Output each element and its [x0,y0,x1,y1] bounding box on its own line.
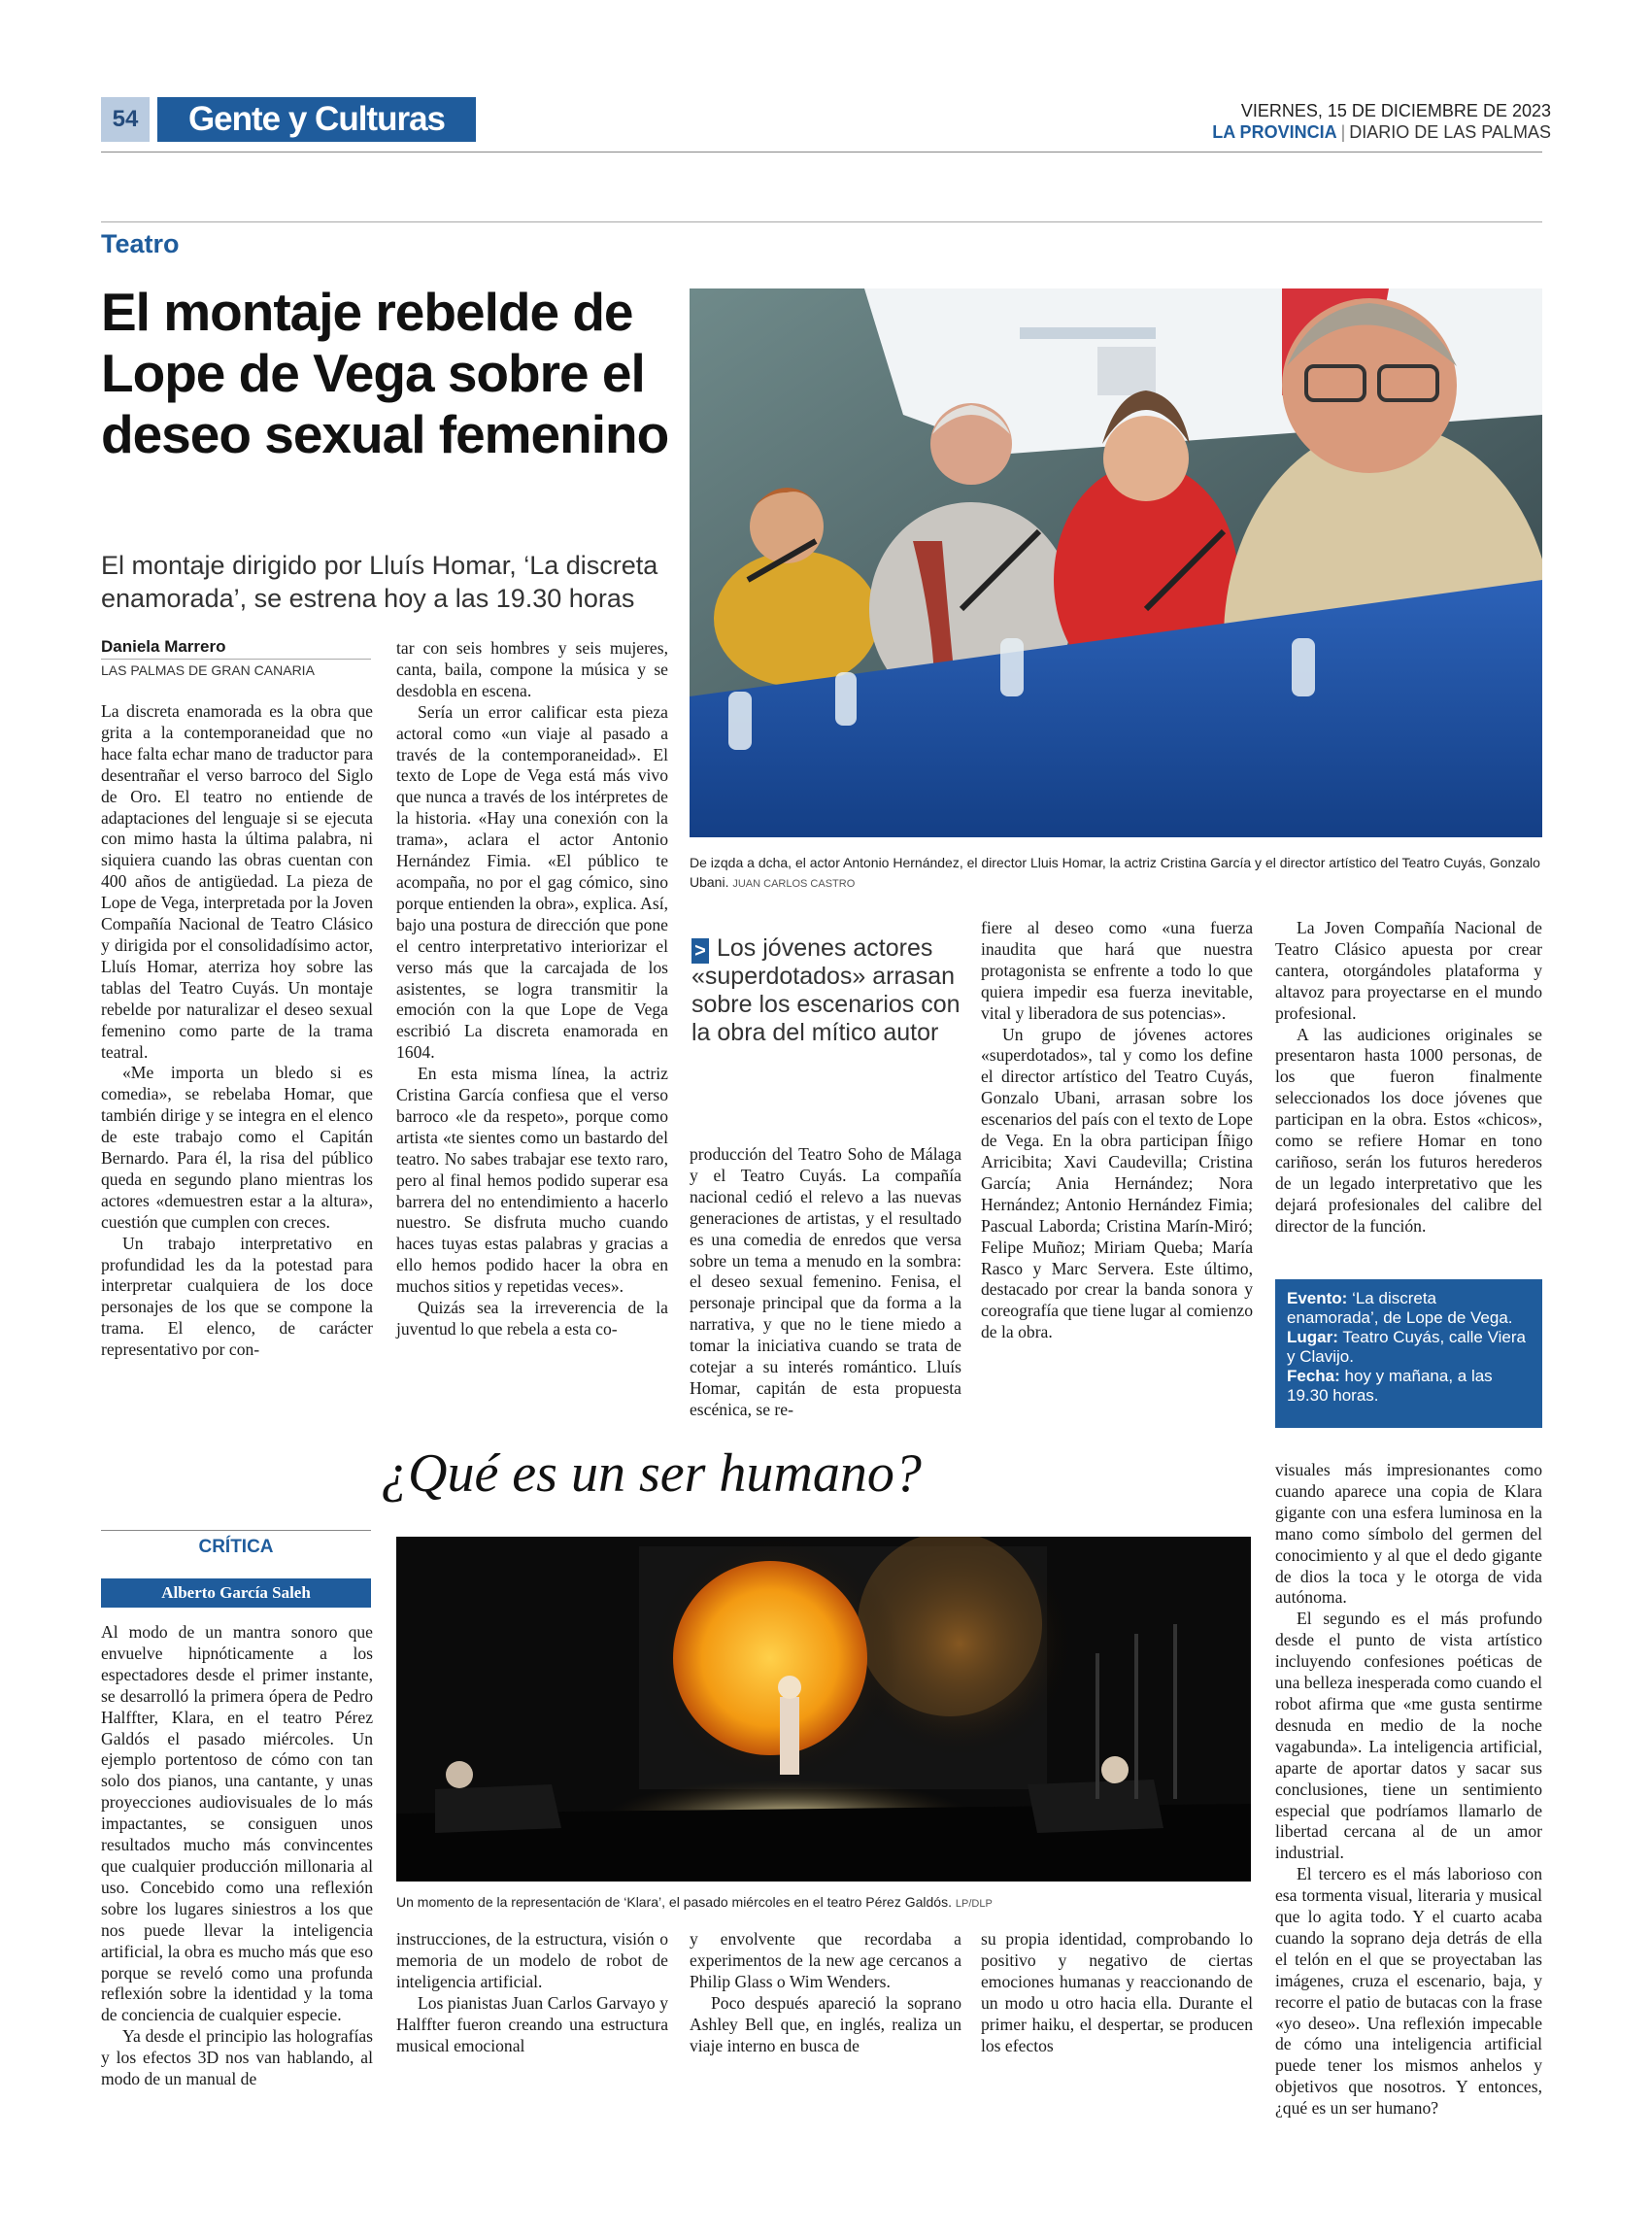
article-location: LAS PALMAS DE GRAN CANARIA [101,662,315,678]
press-conference-photo [690,288,1542,837]
paragraph: Un grupo de jóvenes actores «superdotados», tal y como los define el director artístico del Teatro Cuyás, Gonzalo Ubani, arrasan sobre los escenarios del país con el texto de Lope de Vega. En la obra participan Íñigo Arricibita; Xavi Caudevilla; Cristina García; Ania Hernández; Nora Hernández; Antonio Hernández Fimia; Pascual Laborda; Cristina Marín-Miró; Felipe Muñoz; Miriam Queba; María Rasco y Marc Servera. Este último, destacado por crear la banda sonora y coreografía que tiene lugar al comienzo de la obra. [981,1024,1253,1342]
section-title: Gente y Culturas [157,97,476,142]
article-kicker: Teatro [101,229,180,258]
article-author: Daniela Marrero [101,637,226,656]
paragraph: El segundo es el más profundo desde el punto de vista artístico incluyendo confesiones poéticas de una belleza inesperada como cuando el robot afirma que «me gusta sentirme desnuda en medio de la noche vagabunda». La inteligencia artificial, aparte de aportar datos y sacar sus conclusiones, tiene un sentimiento especial que podríamos llamarlo de libertad cercana al de un amor industrial. [1275,1609,1543,1863]
place-label: Lugar: [1287,1328,1338,1346]
paragraph: y envolvente que recordaba a experimentos de la new age cercanos a Philip Glass o Wim Wenders. [690,1929,961,1991]
paragraph: El tercero es el más laborioso con esa tormenta visual, literaria y musical que lo agita todo. Y el cuarto acaba cuando la soprano deja detrás de ella el telón en el que se proyectaban las imágenes, cruza el escenario, baja, y recorre el patio de butacas con la frase «yo deseo». Una reflexión impecable de cómo una inteligencia artificial puede tener los mismos anhelos y objetivos que nosotros. Y entonces, ¿qué es un ser humano? [1275,1864,1542,2119]
paragraph: La Joven Compañía Nacional de Teatro Clásico apuesta por crear cantera, otorgándoles plataforma y altavoz para proyectarse en el mundo profesional. [1275,918,1542,1023]
caption-text: De izqda a dcha, el actor Antonio Hernández, el director Lluis Homar, la actriz Cristina García y el director artístico del Teatro Cuyás, Gonzalo Ubani. [690,855,1540,890]
article-column-2 [396,638,668,1340]
critic-column-3 [690,1929,961,2056]
critic-column-2 [396,1929,668,2056]
press-conference-illustration [690,288,1542,837]
paragraph: instrucciones, de la estructura, visión o memoria de un modelo de robot de inteligencia artificial. [396,1929,668,1991]
byline-rule [101,659,371,660]
publication-brand: LA PROVINCIA [1212,122,1337,142]
photo-credit: LP/DLP [955,1898,993,1910]
paragraph: Ya desde el principio las holografías y los efectos 3D nos van hablando, al modo de un manual de [101,2026,373,2089]
publication-subtitle: DIARIO DE LAS PALMAS [1349,122,1551,142]
page-number: 54 [101,97,150,142]
paragraph: tar con seis hombres y seis mujeres, canta, baila, compone la música y se desdobla en escena. [396,638,668,700]
event-info-box [1275,1279,1542,1428]
place-line [1287,1328,1531,1367]
article-column-5 [1275,918,1542,1238]
pull-quote: Los jóvenes actores «superdotados» arrasan sobre los escenarios con la obra del mítico autor [691,934,961,1046]
paragraph: Los pianistas Juan Carlos Garvayo y Halffter fueron creando una estructura musical emocional [396,1992,668,2055]
paragraph: En esta misma línea, la actriz Cristina García confiesa que el verso barroco «le da respeto», porque como artista «te sientes como un bastardo del teatro. No sabes trabajar ese texto raro, pero al final hemos podido superar esa barrera del no entendimiento a hacerlo nuestro. Se disfruta mucho cuando haces tuyas estas palabras y gracias a ello hemos podido hacer la obra en muchos sitios y repetidas veces». [396,1064,668,1297]
header-rule [101,152,1542,153]
date-line [1287,1367,1531,1406]
paragraph: A las audiciones originales se presentaron hasta 1000 personas, de los que fueron finalmente seleccionados los doce jóvenes que participan en la obra. Estos «chicos», como se refiere Homar en tono cariñoso, serán los futuros herederos de un legado interpretativo que les dejará profesionales del calibre del director de la función. [1275,1024,1542,1236]
date-value: hoy y mañana, a las 19.30 horas. [1287,1367,1493,1405]
event-line [1287,1289,1531,1328]
opera-illustration [396,1537,1251,1882]
place-value: Teatro Cuyás, calle Viera y Clavijo. [1287,1328,1526,1366]
paragraph: visuales más impresionantes como cuando aparece una copia de Klara gigante con una esfera luminosa en la mano como símbolo del germen del conocimiento y al que el dedo gigante de dios la toca y le otorga de vida autónoma. [1275,1460,1542,1608]
photo-caption-2 [396,1894,1251,1910]
event-label: Evento: [1287,1289,1348,1307]
photo-credit: JUAN CARLOS CASTRO [732,878,856,890]
critic-column-1 [101,1622,373,2090]
paragraph: producción del Teatro Soho de Málaga y el Teatro Cuyás. La compañía nacional cedió el relevo a las nuevas generaciones de artistas, y el resultado es una comedia de enredos que versa sobre un tema a menudo en la sombra: el deseo sexual femenino. Fenisa, el personaje principal que da forma a la narrativa, y que no le tiene miedo a tomar la iniciativa cuando se trata de cotejar a su interés romántico. Lluís Homar, capitán de esta propuesta escénica, se re- [690,1144,961,1419]
opera-photo [396,1537,1251,1882]
event-value: ‘La discreta enamorada’, de Lope de Vega. [1287,1289,1513,1327]
paragraph: Un trabajo interpretativo en profundidad les da la potestad para interpretar cualquiera de los doce personajes de los que se compone la trama. El elenco, de carácter representativo por con- [101,1233,373,1360]
critic-rule [101,1530,371,1531]
paragraph: La discreta enamorada es la obra que grita a la contemporaneidad que no hace falta echar mano de traductor para desentrañar el verso barroco del Siglo de Oro. El teatro no entiende de adaptaciones del lenguaje si se ejecuta con mimo hasta la última palabra, ni siquiera cuando las obras cuentan con 400 años de antigüedad. La pieza de Lope de Vega, interpretada por la Joven Compañía Nacional de Teatro Clásico y dirigida por el consolidadísimo actor, Lluís Homar, aterriza hoy sobre las tablas del Teatro Cuyás. Un montaje rebelde por naturalizar el deseo sexual femenino como parte de la trama teatral. [101,701,373,1062]
photo-caption [690,853,1544,894]
section-rule [101,221,1542,222]
paragraph: su propia identidad, comprobando lo positivo y negativo de ciertas emociones humanas y reaccionando de un modo u otro hacia ella. Durante el primer haiku, el despertar, se producen los efectos [981,1929,1253,2055]
article-subhead: El montaje dirigido por Lluís Homar, ‘La discreta enamorada’, se estrena hoy a las 19.30 horas [101,551,658,613]
paragraph: Sería un error calificar esta pieza actoral como «un viaje al pasado a través de la contemporaneidad». El texto de Lope de Vega está más vivo que nunca a través de los intérpretes de la historia. «Hay una conexión con la trama», aclara el actor Antonio Hernández Fimia. «El público te acompaña, no por el gag cómico, sino porque entienden la obra», explica. Así, bajo una postura de dirección que pone el centro interpretativo interiorizar el verso más que la carcajada de los asistentes, se logra transmitir la emoción con la que Lope de Vega escribió La discreta enamorada en 1604. [396,701,668,1063]
critic-headline: ¿Qué es un ser humano? [381,1443,922,1504]
chevron-right-icon: > [691,938,709,964]
publication-divider: | [1340,122,1346,142]
paragraph: Al modo de un mantra sonoro que envuelve hipnóticamente a los espectadores desde el primer instante, se desarrolló la primera ópera de Pedro Halffter, Klara, en el teatro Pérez Galdós el pasado miércoles. Un ejemplo portentoso de cómo con tan solo dos pianos, una cantante, y unas proyecciones audiovisuales de lo más impactantes, se consiguen unos resultados mucho más convincentes que cualquier producción millonaria al uso. Concebido como una reflexión sobre los lugares siniestros a los que nos puede llevar la inteligencia artificial, la obra es mucho más que eso porque se reveló como una profunda reflexión sobre la identidad y la toma de conciencia de cualquier especie. [101,1622,373,2025]
article-column-4 [981,918,1253,1343]
article-headline: El montaje rebelde de Lope de Vega sobre el deseo sexual femenino [101,282,669,464]
issue-date: VIERNES, 15 DE DICIEMBRE DE 2023 [1240,101,1551,120]
paragraph: Quizás sea la irreverencia de la juventud lo que rebela a esta co- [396,1298,668,1339]
article-column-1 [101,701,373,1361]
critic-label: CRÍTICA [198,1537,274,1557]
publication-name [1212,122,1551,143]
date-label: Fecha: [1287,1367,1340,1385]
paragraph: Poco después apareció la soprano Ashley Bell que, en inglés, realiza un viaje interno en busca de [690,1992,961,2055]
critic-column-5 [1275,1460,1542,2119]
caption-text: Un momento de la representación de ‘Klara’, el pasado miércoles en el teatro Pérez Galdós. [396,1894,952,1910]
article-column-3 [690,1144,961,1421]
critic-author: Alberto García Saleh [101,1578,371,1608]
paragraph: «Me importa un bledo si es comedia», se rebelaba Homar, que también dirige y se integra en el elenco de este trabajo como el Capitán Bernardo. Para él, la risa del público queda en segundo plano mientras los actores «demuestren estar a la altura», cuestión que cumplen con creces. [101,1063,373,1232]
paragraph: fiere al deseo como «una fuerza inaudita que hará que nuestra protagonista se enfrente a todo lo que quiera impedir esa fuerza inevitable, vital y liberadora de sus potencias». [981,918,1253,1023]
critic-column-4 [981,1929,1253,2056]
